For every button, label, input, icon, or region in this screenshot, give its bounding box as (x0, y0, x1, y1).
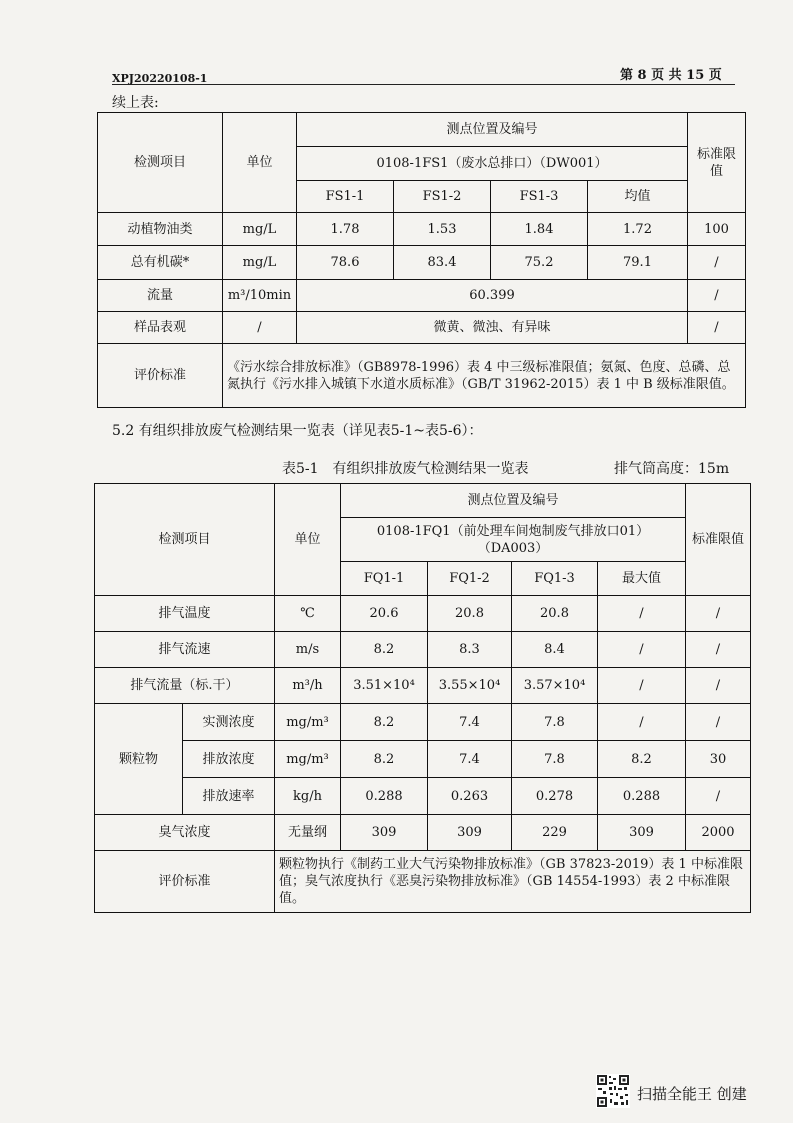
row-unit: 无量纲 (275, 815, 341, 851)
header-std: 标准限值 (688, 113, 746, 213)
section-title: 5.2 有组织排放废气检测结果一览表（详见表5-1~表5-6）： (112, 423, 483, 439)
header-item: 检测项目 (95, 484, 275, 596)
cell-value: 8.4 (512, 632, 598, 668)
cell-value: / (598, 668, 686, 704)
row-std: / (686, 596, 751, 632)
cell-value: 78.6 (297, 246, 394, 280)
sample-label: 最大值 (598, 562, 686, 596)
row-item: 流量 (98, 280, 223, 312)
cell-value: 0.263 (428, 778, 512, 815)
cell-value: 微黄、微浊、有异味 (297, 312, 688, 344)
row-unit: kg/h (275, 778, 341, 815)
row-unit: ℃ (275, 596, 341, 632)
continued-label: 续上表: (112, 95, 159, 111)
cell-value: / (598, 632, 686, 668)
cell-value: 60.399 (297, 280, 688, 312)
document-id: XPJ20220108-1 (112, 72, 208, 85)
cell-value: 1.78 (297, 213, 394, 246)
cell-value: 0.288 (598, 778, 686, 815)
header-unit: 单位 (275, 484, 341, 596)
cell-value: 3.57×10⁴ (512, 668, 598, 704)
header-location: 测点位置及编号 (297, 113, 688, 147)
table-row (95, 741, 751, 778)
row-std: 100 (688, 213, 746, 246)
cell-value: 309 (341, 815, 428, 851)
eval-text: 《污水综合排放标准》（GB8978-1996）表 4 中三级标准限值；氨氮、色度、总磷、总氮执行《污水排入城镇下水道水质标准》（GB/T 31962-2015）表 1 中 B 级标准限值。 (223, 344, 746, 408)
table-row (98, 344, 746, 408)
table-row (95, 668, 751, 704)
cell-value: 20.8 (428, 596, 512, 632)
cell-value: 309 (428, 815, 512, 851)
stack-height: 排气筒高度：15m (614, 461, 730, 477)
cell-value: 1.53 (394, 213, 491, 246)
eval-text: 颗粒物执行《制药工业大气污染物排放标准》（GB 37823-2019）表 1 中标准限值；臭气浓度执行《恶臭污染物排放标准》（GB 14554-1993）表 2 中标准限值。 (275, 851, 751, 913)
row-unit: mg/m³ (275, 741, 341, 778)
row-unit: mg/L (223, 246, 297, 280)
table-row (98, 246, 746, 280)
table-caption: 表5-1 有组织排放废气检测结果一览表 (282, 461, 529, 477)
cell-value: 229 (512, 815, 598, 851)
page-number: 第 8 页 共 15 页 (620, 68, 722, 83)
cell-value: 0.278 (512, 778, 598, 815)
header-rule (112, 84, 735, 85)
cell-value: 8.3 (428, 632, 512, 668)
table-row (95, 704, 751, 741)
row-std: / (688, 246, 746, 280)
row-std: / (686, 704, 751, 741)
sample-label: FQ1-2 (428, 562, 512, 596)
row-item: 排气流量（标.干） (95, 668, 275, 704)
cell-value: 8.2 (341, 741, 428, 778)
cell-value: 7.8 (512, 741, 598, 778)
row-item: 排气流速 (95, 632, 275, 668)
cell-value: 3.51×10⁴ (341, 668, 428, 704)
cell-value: 8.2 (341, 704, 428, 741)
point-code-line2: （DA003） (477, 540, 549, 556)
exhaust-gas-results-table (94, 483, 751, 913)
row-unit: m³/10min (223, 280, 297, 312)
table-row (95, 778, 751, 815)
cell-value: 79.1 (588, 246, 688, 280)
wastewater-results-table (97, 112, 746, 408)
header-location: 测点位置及编号 (341, 484, 686, 518)
row-item: 样品表观 (98, 312, 223, 344)
row-std: / (686, 668, 751, 704)
row-std: 2000 (686, 815, 751, 851)
cell-value: 20.6 (341, 596, 428, 632)
row-std: / (686, 778, 751, 815)
cell-value: / (598, 596, 686, 632)
row-item: 排放浓度 (183, 741, 275, 778)
point-code (341, 518, 686, 562)
qr-code-icon (596, 1074, 630, 1108)
row-unit: m/s (275, 632, 341, 668)
table-row (95, 851, 751, 913)
sample-label: FS1-1 (297, 181, 394, 213)
header-std: 标准限值 (686, 484, 751, 596)
cell-value: 75.2 (491, 246, 588, 280)
point-code-line1: 0108-1FQ1（前处理车间炮制废气排放口01） (376, 523, 650, 539)
row-item: 总有机碳* (98, 246, 223, 280)
table-row (98, 213, 746, 246)
cell-value: 83.4 (394, 246, 491, 280)
eval-label: 评价标准 (95, 851, 275, 913)
cell-value: 7.4 (428, 704, 512, 741)
row-item: 臭气浓度 (95, 815, 275, 851)
eval-label: 评价标准 (98, 344, 223, 408)
scanner-watermark-text: 扫描全能王 创建 (637, 1085, 747, 1103)
table-row (95, 815, 751, 851)
row-item: 实测浓度 (183, 704, 275, 741)
point-code: 0108-1FS1（废水总排口）（DW001） (297, 147, 688, 181)
sample-label: FS1-3 (491, 181, 588, 213)
cell-value: 8.2 (341, 632, 428, 668)
pm-group-label: 颗粒物 (95, 704, 183, 815)
row-std: / (686, 632, 751, 668)
row-unit: m³/h (275, 668, 341, 704)
sample-label: 均值 (588, 181, 688, 213)
header-unit: 单位 (223, 113, 297, 213)
row-std: / (688, 312, 746, 344)
table-row (98, 280, 746, 312)
cell-value: / (598, 704, 686, 741)
row-unit: mg/L (223, 213, 297, 246)
cell-value: 1.72 (588, 213, 688, 246)
row-std: 30 (686, 741, 751, 778)
cell-value: 309 (598, 815, 686, 851)
row-item: 排气温度 (95, 596, 275, 632)
cell-value: 1.84 (491, 213, 588, 246)
cell-value: 3.55×10⁴ (428, 668, 512, 704)
cell-value: 20.8 (512, 596, 598, 632)
sample-label: FQ1-3 (512, 562, 598, 596)
cell-value: 0.288 (341, 778, 428, 815)
row-unit: / (223, 312, 297, 344)
cell-value: 7.4 (428, 741, 512, 778)
row-std: / (688, 280, 746, 312)
sample-label: FS1-2 (394, 181, 491, 213)
row-item: 排放速率 (183, 778, 275, 815)
row-unit: mg/m³ (275, 704, 341, 741)
header-item: 检测项目 (98, 113, 223, 213)
cell-value: 7.8 (512, 704, 598, 741)
row-item: 动植物油类 (98, 213, 223, 246)
table-row (98, 312, 746, 344)
table-row (95, 596, 751, 632)
cell-value: 8.2 (598, 741, 686, 778)
sample-label: FQ1-1 (341, 562, 428, 596)
table-row (95, 632, 751, 668)
